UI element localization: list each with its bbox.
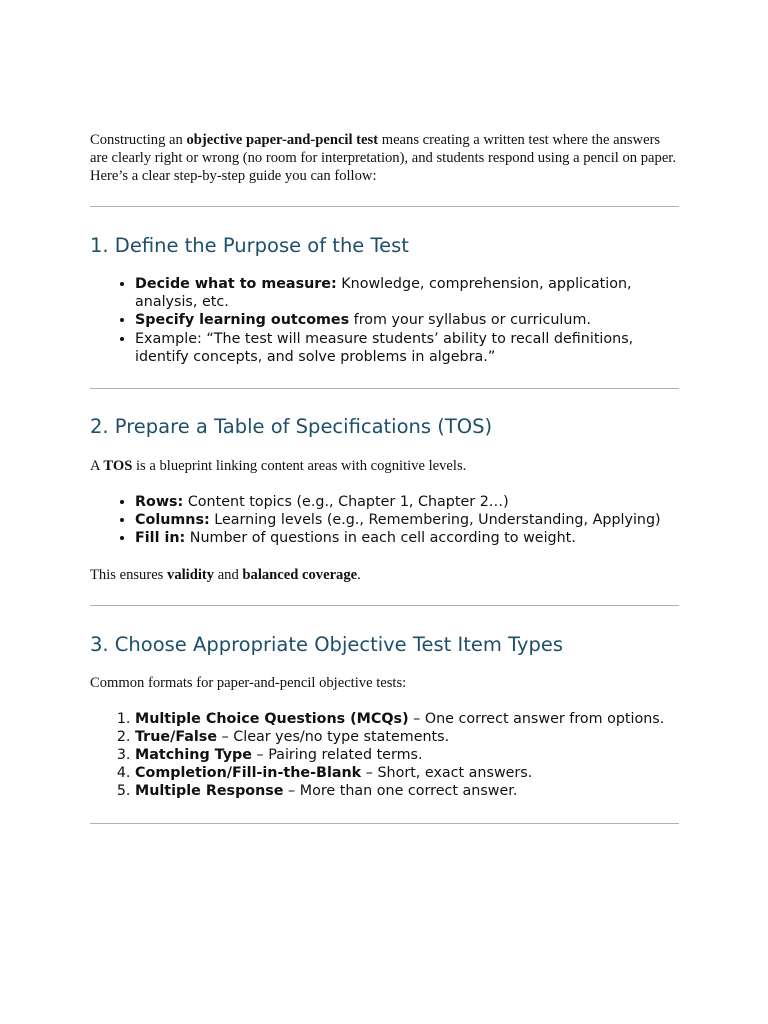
intro-text: Constructing an (90, 132, 187, 148)
section-3-heading: 3. Choose Appropriate Objective Test Item Types (90, 632, 564, 656)
closing-text: This ensures (90, 566, 168, 583)
list-item-text: – Short, exact answers. (361, 765, 533, 782)
list-item-text: Example: “The test will measure students’ ability to recall definitions, identify concepts, and solve problems in algebra.” (135, 330, 634, 365)
section-3-list (90, 710, 679, 801)
list-item-text: Number of questions in each cell according to weight. (185, 530, 576, 547)
list-item (135, 275, 679, 311)
section-divider (90, 823, 679, 824)
list-item (135, 511, 679, 529)
list-item (135, 746, 679, 764)
closing-text: . (357, 566, 361, 583)
tos-closing (90, 566, 679, 584)
list-item (135, 311, 679, 329)
list-item (135, 330, 679, 366)
list-item-bold: Matching Type (135, 747, 252, 764)
section-2-heading: 2. Prepare a Table of Specifications (TOS) (90, 415, 493, 439)
intro-text: means creating a written test where the answers are clearly right or wrong (no room for interpretation), and students respond using a pencil on paper. (90, 132, 677, 166)
list-item-text: – One correct answer from options. (408, 710, 665, 727)
list-item (135, 493, 679, 511)
list-item-bold: Columns: (135, 512, 210, 529)
list-item-text: – Pairing related terms. (251, 747, 423, 764)
list-item-text: – Clear yes/no type statements. (217, 728, 450, 745)
section-divider (90, 206, 679, 207)
closing-text: and (214, 566, 243, 583)
list-item-bold: Completion/Fill-in-the-Blank (135, 765, 362, 782)
list-item-bold: Multiple Choice Questions (MCQs) (135, 710, 409, 727)
list-item-bold: Rows: (135, 494, 184, 511)
list-item (135, 764, 679, 782)
list-item-bold: Specify learning outcomes (135, 312, 350, 329)
tos-text: is a blueprint linking content areas with cognitive levels. (132, 458, 467, 475)
tos-bold-term: TOS (103, 458, 133, 475)
list-item-bold: True/False (135, 728, 218, 745)
formats-lead: Common formats for paper-and-pencil objective tests: (90, 674, 407, 691)
list-item-text: Knowledge, comprehension, application, analysis, etc. (135, 276, 632, 311)
list-item-bold: Fill in: (135, 530, 186, 547)
intro-bold-term: objective paper-and-pencil test (186, 132, 379, 148)
document-page (90, 131, 679, 824)
section-divider (90, 388, 679, 389)
section-2-list (90, 493, 679, 548)
section-divider (90, 605, 679, 606)
closing-bold-term: balanced coverage (242, 566, 358, 583)
tos-definition (90, 457, 679, 475)
list-item-text: Content topics (e.g., Chapter 1, Chapter 2…) (183, 494, 509, 511)
list-item-text: Learning levels (e.g., Remembering, Understanding, Applying) (209, 512, 661, 529)
section-1-heading: 1. Define the Purpose of the Test (90, 234, 409, 257)
list-item-bold: Multiple Response (135, 783, 284, 800)
list-item-text: from your syllabus or curriculum. (349, 312, 591, 329)
closing-bold-term: validity (167, 566, 215, 583)
list-item (135, 529, 679, 547)
intro-paragraph (90, 131, 679, 167)
tos-text: A (90, 458, 104, 475)
list-item (135, 782, 679, 800)
list-item (135, 728, 679, 746)
list-item-text: – More than one correct answer. (283, 783, 518, 800)
guide-paragraph: Here’s a clear step-by-step guide you can follow: (90, 168, 377, 184)
section-1-list (90, 275, 679, 366)
list-item-bold: Decide what to measure: (135, 276, 337, 292)
list-item (135, 710, 679, 728)
